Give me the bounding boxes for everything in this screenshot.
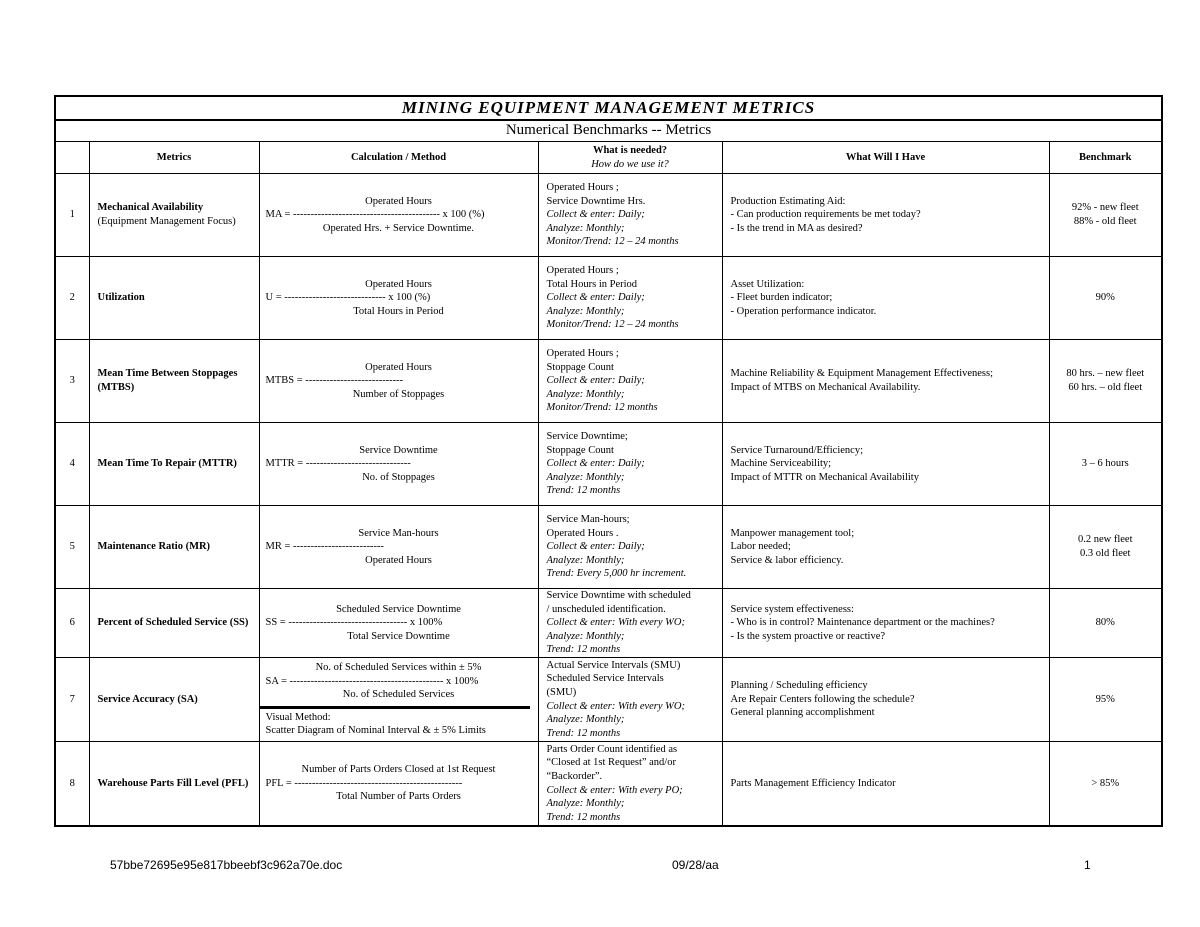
needed-item: Service Man-hours; [546,514,630,526]
metric-name: Maintenance Ratio (MR) [97,541,211,553]
benchmark-value: 88% - old fleet [1073,216,1137,227]
needed-schedule: Collect & enter: Daily; [546,541,645,553]
formula-line: U = ----------------------------- x 100 (%) [265,292,431,304]
needed-schedule: Collect & enter: Daily; [546,375,645,387]
needed-schedule: Monitor/Trend: 12 months [546,402,658,414]
formula-line: MA = ------------------------------------------ x 100 (%) [265,209,485,221]
row-number: 3 [55,340,89,423]
benchmark-value: 92% - new fleet [1071,202,1139,214]
metric-name: Utilization [97,292,145,304]
outcome-item: - Is the trend in MA as desired? [730,222,863,234]
benchmark-cell [1049,589,1162,658]
benchmark-value: 80 hrs. – new fleet [1066,368,1145,380]
row-number: 1 [55,174,89,257]
needed-cell [538,658,722,742]
metric-name-cell [89,257,259,340]
formula-line: MTTR = ------------------------------ [265,458,411,470]
needed-item: Stoppage Count [546,444,614,456]
needed-item: Actual Service Intervals (SMU) [546,659,681,671]
table-row [55,423,1162,506]
needed-schedule: Collect & enter: Daily; [546,458,645,470]
needed-schedule: Trend: 12 months [546,811,621,823]
needed-schedule: Collect & enter: With every WO; [546,617,685,629]
outcome-item: - Fleet burden indicator; [730,292,833,304]
outcome-cell [722,174,1049,257]
formula-numerator: Number of Parts Orders Closed at 1st Request [301,764,496,776]
calculation-cell [259,658,538,742]
header-needed-sublabel: How do we use it? [591,158,669,170]
needed-item: / unscheduled identification. [546,603,666,615]
formula-line: PFL = ------------------------------------------------ [265,777,463,789]
formula-line: MTBS = ---------------------------- [265,375,404,387]
outcome-item: Production Estimating Aid: [730,195,846,207]
benchmark-cell [1049,506,1162,589]
formula-numerator: Service Downtime [359,444,438,456]
metric-name-cell [89,340,259,423]
benchmark-value: > 85% [1091,777,1120,789]
needed-item: Parts Order Count identified as [546,743,678,755]
outcome-cell [722,742,1049,827]
formula-denominator: Total Number of Parts Orders [336,791,461,803]
metric-name-cell [89,658,259,742]
needed-schedule: Analyze: Monthly; [546,471,625,483]
header-calculation: Calculation / Method [259,142,538,174]
needed-schedule: Collect & enter: Daily; [546,292,645,304]
metric-subtitle: (Equipment Management Focus) [97,216,236,227]
formula-denominator: Operated Hrs. + Service Downtime. [322,222,475,234]
needed-item: Operated Hours . [546,527,619,539]
needed-cell [538,340,722,423]
needed-item: Service Downtime Hrs. [546,195,646,207]
metric-name-cell [89,589,259,658]
calculation-cell [259,423,538,506]
table-header-row [55,142,1162,174]
formula-line: MR = -------------------------- [265,541,384,553]
table-row [55,174,1162,257]
metric-name: Warehouse Parts Fill Level (PFL) [97,777,249,789]
row-number: 7 [55,658,89,742]
benchmark-value: 60 hrs. – old fleet [1068,382,1143,393]
metrics-rows [55,174,1162,827]
outcome-item: Machine Serviceability; [730,458,832,470]
benchmark-cell [1049,742,1162,827]
needed-schedule: Collect & enter: With every PO; [546,784,683,796]
needed-item: Stoppage Count [546,361,614,373]
needed-cell [538,506,722,589]
table-row [55,340,1162,423]
needed-schedule: Analyze: Monthly; [546,630,625,642]
outcome-cell [722,506,1049,589]
header-what-will-i-have: What Will I Have [722,142,1049,174]
benchmark-cell [1049,340,1162,423]
metric-name: Mean Time To Repair (MTTR) [97,458,237,470]
outcome-item: Service Turnaround/Efficiency; [730,444,863,456]
needed-schedule: Trend: 12 months [546,485,621,497]
needed-item: Service Downtime; [546,431,628,443]
outcome-item: Labor needed; [730,541,791,553]
formula-numerator: Service Man-hours [358,527,439,539]
header-needed-label: What is needed? [592,144,668,156]
formula-numerator: No. of Scheduled Services within ± 5% [315,662,482,674]
metric-name: Mean Time Between Stoppages (MTBS) [97,368,238,393]
calculation-cell [259,506,538,589]
benchmark-value: 0.3 old fleet [1080,548,1131,559]
needed-schedule: Analyze: Monthly; [546,388,625,400]
needed-cell [538,742,722,827]
metric-name: Mechanical Availability [97,202,204,214]
visual-method-line: Visual Method: [265,711,331,723]
needed-schedule: Trend: 12 months [546,727,621,739]
row-number: 6 [55,589,89,658]
outcome-item: General planning accomplishment [730,707,875,719]
row-number: 5 [55,506,89,589]
needed-schedule: Analyze: Monthly; [546,798,625,810]
calculation-cell [259,589,538,658]
benchmark-cell [1049,257,1162,340]
outcome-item: - Operation performance indicator. [730,305,877,317]
table-row [55,589,1162,658]
outcome-item: Service system effectiveness: [730,603,854,615]
outcome-item: Manpower management tool; [730,527,855,539]
needed-schedule: Analyze: Monthly; [546,305,625,317]
needed-schedule: Collect & enter: With every WO; [546,700,685,712]
metric-name: Percent of Scheduled Service (SS) [97,617,249,629]
needed-cell [538,423,722,506]
header-metrics: Metrics [89,142,259,174]
needed-cell [538,174,722,257]
needed-item: Operated Hours ; [546,265,619,277]
formula-numerator: Scheduled Service Downtime [336,603,461,615]
outcome-item: Asset Utilization: [730,278,805,290]
needed-schedule: Trend: Every 5,000 hr increment. [546,568,687,580]
needed-item: “Closed at 1st Request” and/or [546,757,676,769]
metric-name: Service Accuracy (SA) [97,693,198,705]
needed-schedule: Monitor/Trend: 12 – 24 months [546,236,679,248]
formula-denominator: Operated Hours [365,554,432,566]
needed-item: Operated Hours ; [546,182,619,194]
benchmark-value: 90% [1095,292,1115,304]
outcome-cell [722,589,1049,658]
benchmark-cell [1049,658,1162,742]
benchmark-value: 3 – 6 hours [1081,458,1129,470]
metric-name-cell [89,174,259,257]
formula-numerator: Operated Hours [365,195,432,207]
formula-numerator: Operated Hours [365,278,432,290]
outcome-item: - Can production requirements be met today? [730,209,921,221]
header-benchmark: Benchmark [1049,142,1162,174]
needed-item: Total Hours in Period [546,278,638,290]
calculation-cell [259,340,538,423]
footer-page-number: 1 [1084,858,1091,872]
footer-filename: 57bbe72695e95e817bbeebf3c962a70e.doc [110,858,343,872]
needed-schedule: Analyze: Monthly; [546,714,625,726]
outcome-item: - Is the system proactive or reactive? [730,630,886,642]
outcome-item: Impact of MTBS on Mechanical Availability. [730,382,921,393]
row-number: 4 [55,423,89,506]
outcome-cell [722,658,1049,742]
document-subtitle: Numerical Benchmarks -- Metrics [55,120,1162,142]
header-number [55,142,89,174]
metric-name-cell [89,423,259,506]
formula-denominator: No. of Stoppages [362,471,435,483]
document-title: MINING EQUIPMENT MANAGEMENT METRICS [55,96,1162,120]
needed-item: Operated Hours ; [546,348,619,360]
visual-method-line: Scatter Diagram of Nominal Interval & ± 5% Limits [265,725,486,737]
needed-schedule: Analyze: Monthly; [546,554,625,566]
table-row [55,257,1162,340]
benchmark-value: 0.2 new fleet [1077,534,1133,546]
table-row [55,658,1162,742]
formula-denominator: Total Hours in Period [353,305,444,317]
outcome-cell [722,340,1049,423]
metric-name-cell [89,506,259,589]
needed-item: Service Downtime with scheduled [546,590,691,602]
outcome-item: Are Repair Centers following the schedule? [730,693,915,705]
outcome-item: Parts Management Efficiency Indicator [730,777,896,789]
row-number: 2 [55,257,89,340]
header-needed [538,142,722,174]
metric-name-cell [89,742,259,827]
benchmark-cell [1049,174,1162,257]
needed-schedule: Analyze: Monthly; [546,222,625,234]
needed-item: “Backorder”. [546,770,603,782]
benchmark-cell [1049,423,1162,506]
table-row [55,506,1162,589]
calculation-cell [259,742,538,827]
outcome-item: Impact of MTTR on Mechanical Availability [730,471,919,483]
outcome-item: Machine Reliability & Equipment Management Effectiveness; [730,368,994,380]
calculation-cell [259,257,538,340]
formula-line: SS = ---------------------------------- x 100% [265,617,443,629]
needed-schedule: Collect & enter: Daily; [546,209,645,221]
table-row [55,742,1162,827]
formula-denominator: No. of Scheduled Services [342,689,455,701]
needed-schedule: Trend: 12 months [546,644,621,656]
calculation-cell [259,174,538,257]
needed-item: (SMU) [546,686,577,698]
outcome-item: Planning / Scheduling efficiency [730,680,868,692]
benchmark-value: 80% [1095,617,1115,629]
metrics-document [54,95,1161,827]
outcome-cell [722,257,1049,340]
needed-schedule: Monitor/Trend: 12 – 24 months [546,319,679,331]
formula-denominator: Number of Stoppages [352,388,445,400]
needed-cell [538,257,722,340]
needed-cell [538,589,722,658]
footer-date: 09/28/aa [672,858,719,872]
outcome-item: Service & labor efficiency. [730,554,844,566]
formula-numerator: Operated Hours [365,361,432,373]
outcome-item: - Who is in control? Maintenance department or the machines? [730,617,995,629]
formula-line: SA = -------------------------------------------- x 100% [265,675,479,687]
row-number: 8 [55,742,89,827]
metrics-table [54,95,1163,827]
formula-denominator: Total Service Downtime [347,630,450,642]
outcome-cell [722,423,1049,506]
formula-separator [260,706,530,709]
benchmark-value: 95% [1095,693,1115,705]
needed-item: Scheduled Service Intervals [546,673,664,685]
